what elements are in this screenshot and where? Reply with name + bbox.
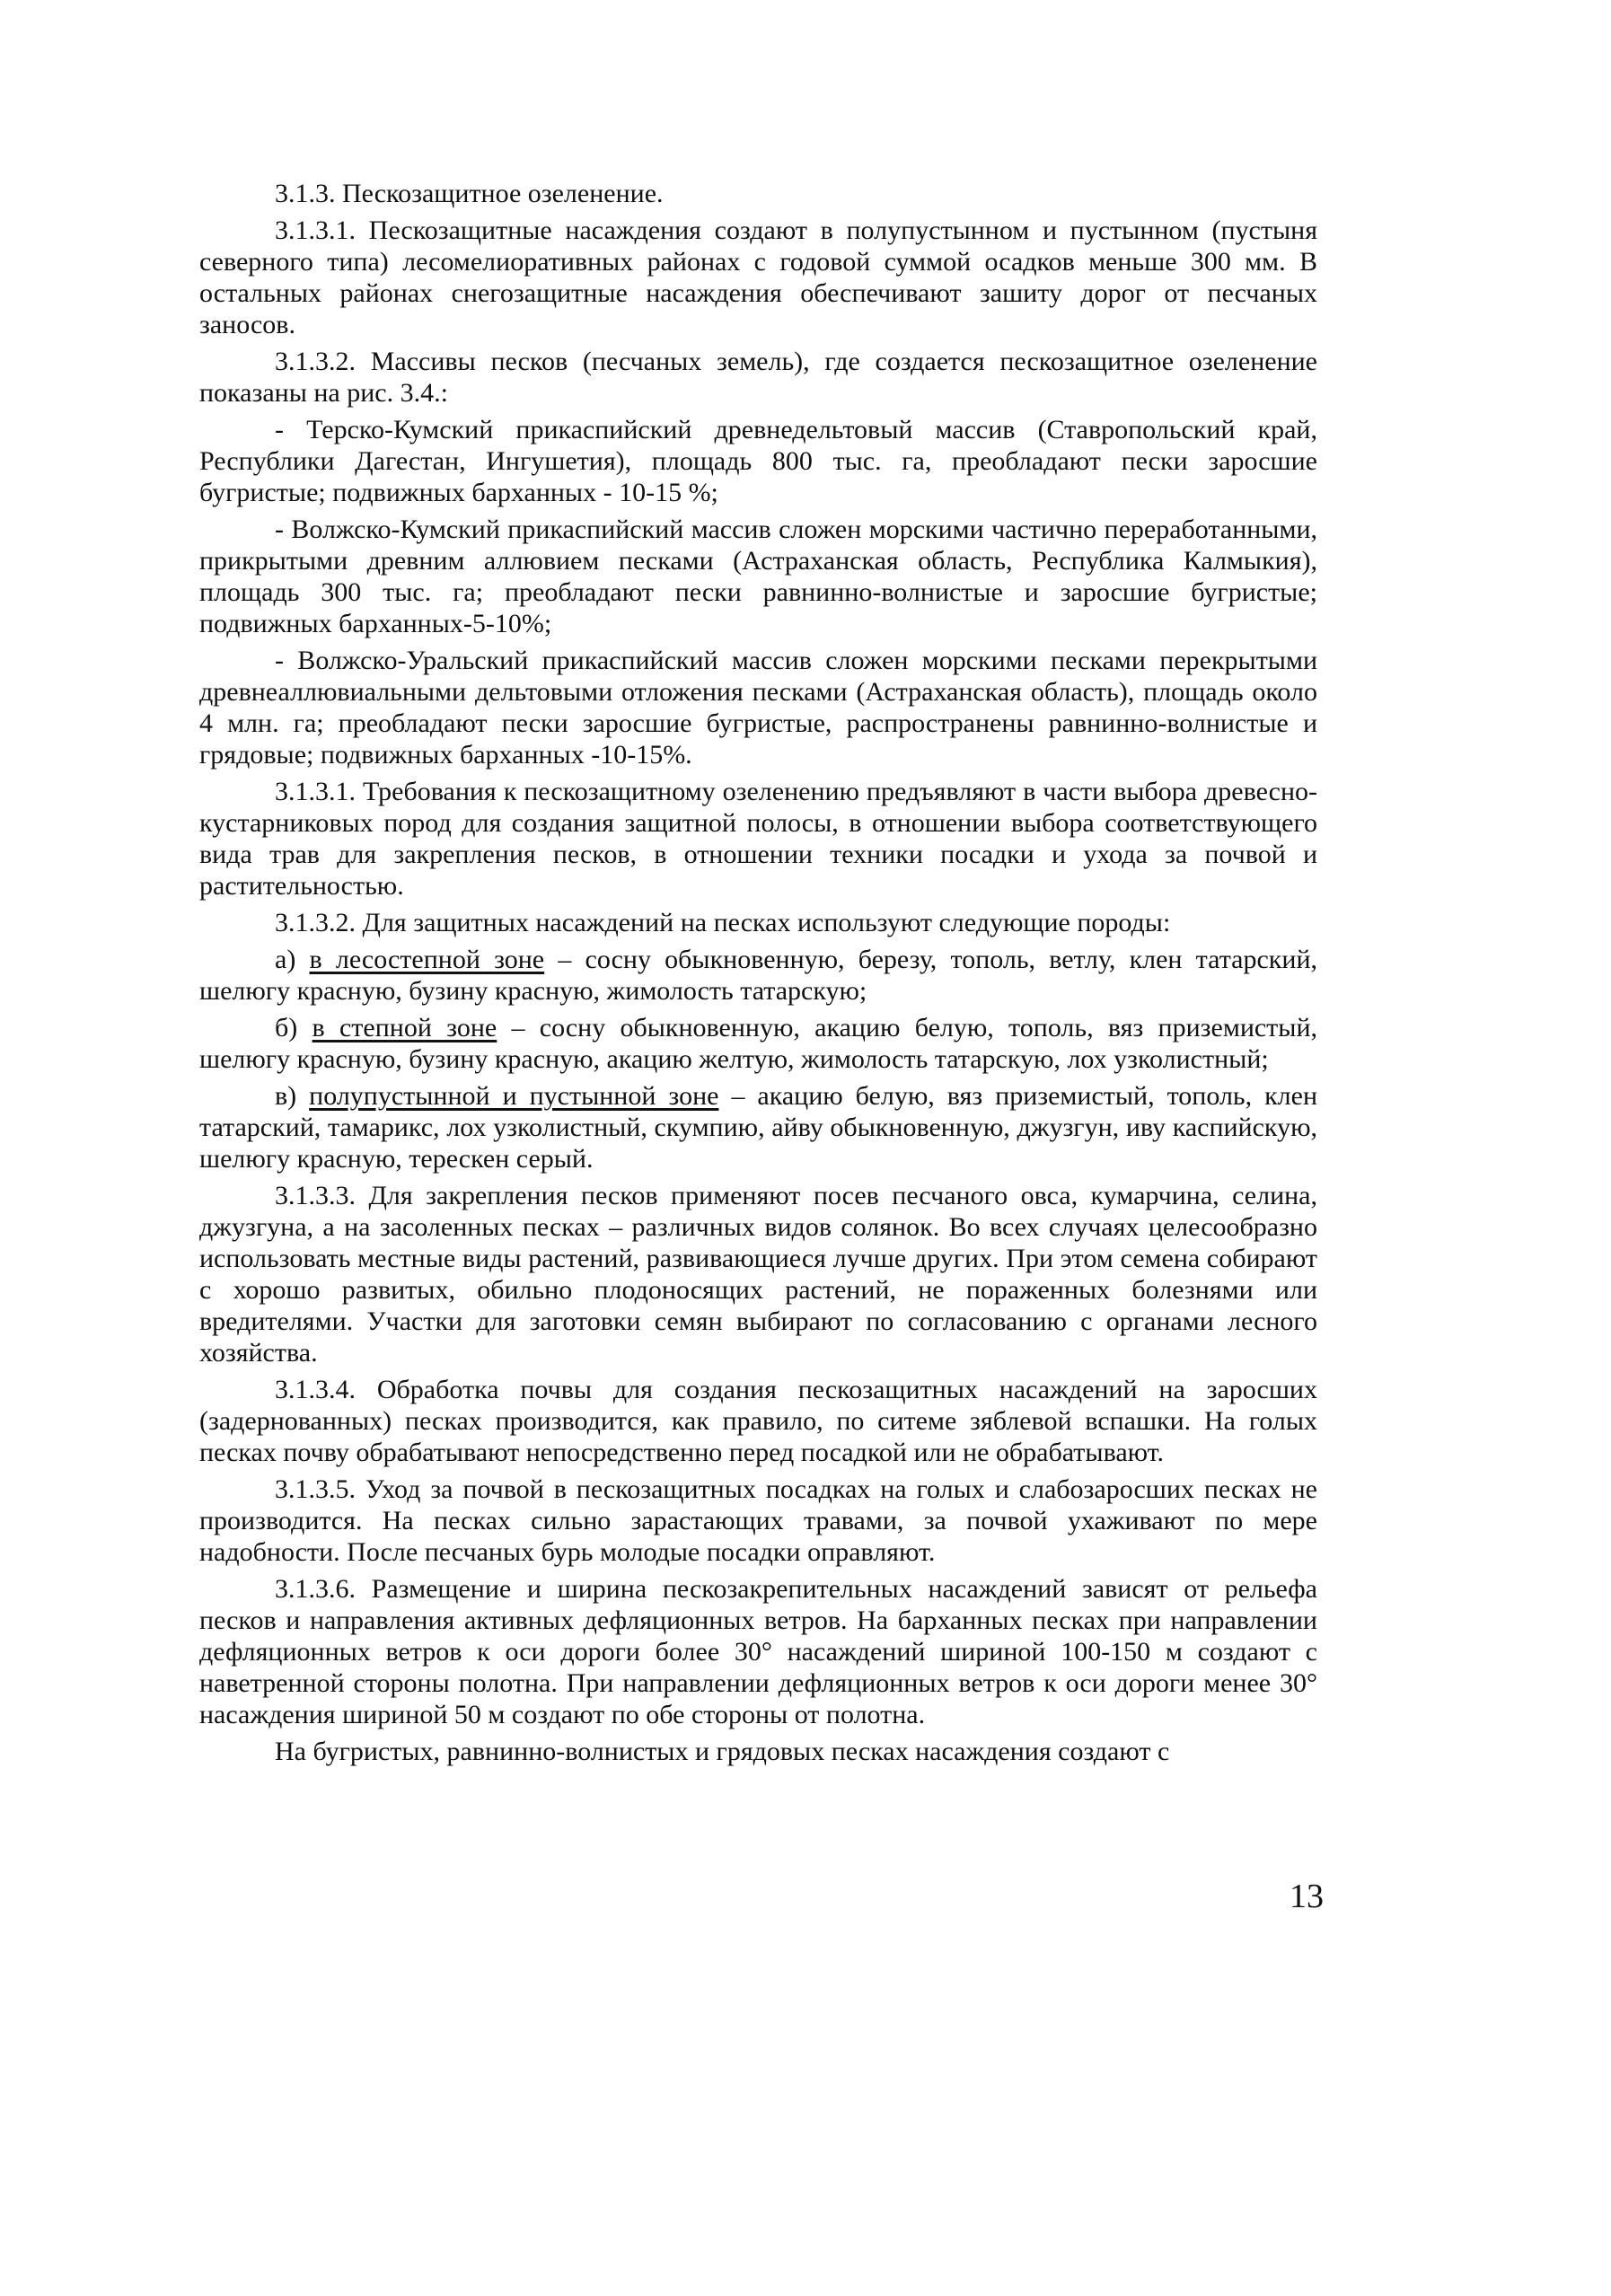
species-item-a — [199, 944, 1317, 1007]
paragraph-continuation: На бугристых, равнинно-волнистых и грядовых песках насаждения создают с — [275, 1737, 1170, 1766]
item-b-zone: в степной зоне — [312, 1013, 497, 1042]
species-item-c — [199, 1080, 1317, 1174]
item-c-prefix: в) — [275, 1081, 310, 1111]
species-item-b — [199, 1012, 1317, 1075]
list-item-volzhsko-kumsky: - Волжско-Кумский прикаспийский массив сложен морскими частично переработанными, прикрытыми древним аллювием песками (Астраханская область, Республика Калмыкия), площадь 300 тыс. га; преобладают пески равнинно-волнистые и заросшие бугристые; подвижных барханных-5-10%; — [199, 515, 1317, 638]
item-a-zone: в лесостепной зоне — [309, 945, 545, 974]
paragraph-3-1-3-1: 3.1.3.1. Пескозащитные насаждения создают в полупустынном и пустынном (пустыня северного типа) лесомелиоративных районах с годовой суммой осадков меньше 300 мм. В остальных районах снегозащитные насаждения обеспечивают зашиту дорог от песчаных заносов. — [199, 216, 1317, 339]
list-item-tersko-kumsky: - Терско-Кумский прикаспийский древнедельтовый массив (Ставропольский край, Республики Дагестан, Ингушетия), площадь 800 тыс. га, преобладают пески заросшие бугристые; подвижных барханных - 10-15 %; — [199, 415, 1317, 507]
item-a-text: – сосну обыкновенную, березу, тополь, ветлу, клен татарский, шелюгу красную, бузину красную, жимолость татарскую; — [199, 945, 1317, 1006]
paragraph-species-intro: 3.1.3.2. Для защитных насаждений на песках используют следующие породы: — [275, 908, 1171, 937]
item-b-prefix: б) — [275, 1013, 313, 1042]
item-c-zone: полупустынной и пустынной зоне — [309, 1081, 719, 1111]
paragraph-requirements: 3.1.3.1. Требования к пескозащитному озеленению предъявляют в части выбора древесно-кустарниковых пород для создания защитной полосы, в отношении выбора соответствующего вида трав для закрепления песков, в отношении техники посадки и ухода за почвой и растительностью. — [199, 777, 1317, 901]
section-heading: 3.1.3. Пескозащитное озеленение. — [275, 179, 664, 208]
paragraph-3-1-3-2: 3.1.3.2. Массивы песков (песчаных земель), где создается пескозащитное озеленение показаны на рис. 3.4.: — [199, 347, 1317, 408]
document-page — [199, 178, 1317, 1773]
item-c-text: – акацию белую, вяз приземистый, тополь, клен татарский, тамарикс, лох узколистный, скумпию, айву обыкновенную, джузгун, иву каспийскую, шелюгу красную, терескен серый. — [199, 1081, 1318, 1174]
paragraph-3-1-3-6: 3.1.3.6. Размещение и ширина пескозакрепительных насаждений зависят от рельефа песков и направления активных дефляционных ветров. На барханных песках при направлении дефляционных ветров к оси дороги более 30° насаждений шириной 100-150 м создают с наветренной стороны полотна. При направлении дефляционных ветров к оси дороги менее 30° насаждения шириной 50 м создают по обе стороны от полотна. — [199, 1574, 1317, 1729]
paragraph-3-1-3-3: 3.1.3.3. Для закрепления песков применяют посев песчаного овса, кумарчина, селина, джузгуна, а на засоленных песках – различных видов солянок. Во всех случаях целесообразно использовать местные виды растений, развивающиеся лучше других. При этом семена собирают с хорошо развитых, обильно плодоносящих растений, не пораженных болезнями или вредителями. Участки для заготовки семян выбирают по согласованию с органами лесного хозяйства. — [199, 1181, 1317, 1368]
list-item-volzhsko-uralsky: - Волжско-Уральский прикаспийский массив сложен морскими песками перекрытыми древнеаллювиальными дельтовыми отложения песками (Астраханская область), площадь около 4 млн. га; преобладают пески заросшие бугристые, распространены равнинно-волнистые и грядовые; подвижных барханных -10-15%. — [199, 646, 1317, 770]
paragraph-3-1-3-4: 3.1.3.4. Обработка почвы для создания пескозащитных насаждений на заросших (задернованных) песках производится, как правило, по ситеме зяблевой вспашки. На голых песках почву обрабатывают непосредственно перед посадкой или не обрабатывают. — [199, 1375, 1317, 1467]
item-b-text: – сосну обыкновенную, акацию белую, тополь, вяз приземистый, шелюгу красную, бузину красную, акацию желтую, жимолость татарскую, лох узколистный; — [199, 1013, 1318, 1074]
page-number: 13 — [1290, 1878, 1324, 1915]
paragraph-3-1-3-5: 3.1.3.5. Уход за почвой в пескозащитных посадках на голых и слабозаросших песках не производится. На песках сильно зарастающих травами, за почвой ухаживают по мере надобности. После песчаных бурь молодые посадки оправляют. — [199, 1474, 1317, 1567]
item-a-prefix: а) — [275, 945, 310, 974]
